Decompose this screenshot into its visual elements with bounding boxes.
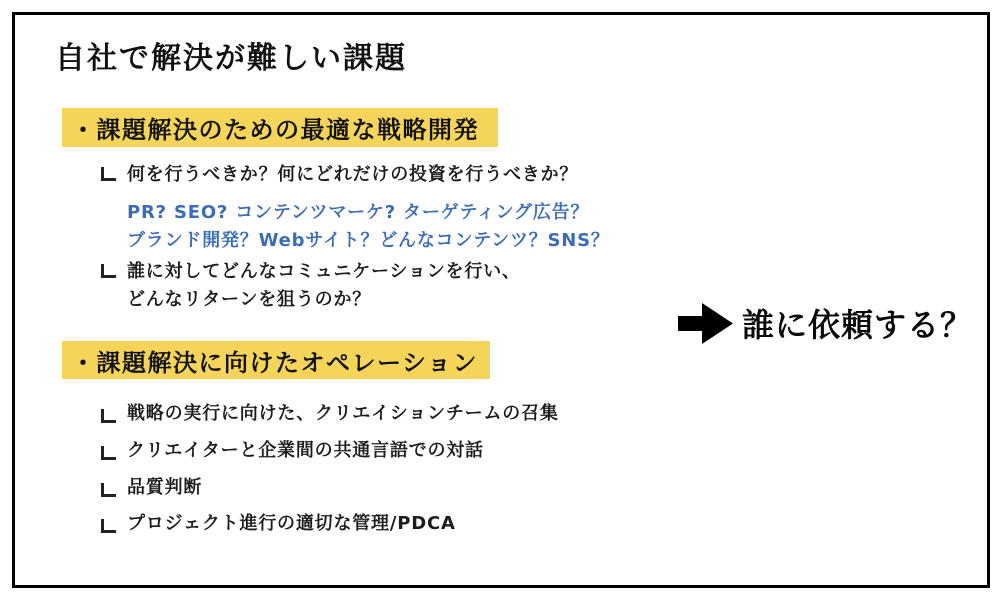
right-arrow-icon: [678, 301, 734, 346]
section-heading-strategy: ・課題解決のための最適な戦略開発: [62, 108, 498, 147]
branch-icon: [101, 519, 116, 533]
callout-text: 誰に依頼する？: [742, 306, 974, 344]
item-line-blue: ブランド開発？Webサイト？どんなコンテンツ？SNS？: [127, 230, 610, 251]
list-item: [100, 161, 610, 255]
item-line: 品質判断: [127, 477, 203, 498]
item-line: どんなリターンを狙うのか？: [127, 289, 372, 310]
list-item: [100, 477, 202, 499]
branch-icon: [101, 446, 116, 460]
branch-icon: [101, 167, 116, 181]
list-item: [100, 513, 456, 535]
item-line: 誰に対してどんなコミュニケーションを行い、: [127, 261, 521, 282]
item-line: 何を行うべきか？何にどれだけの投資を行うべきか？: [127, 164, 579, 185]
callout: [678, 300, 973, 346]
branch-icon: [101, 264, 116, 278]
list-item: [100, 258, 521, 314]
item-line: プロジェクト進行の適切な管理/PDCA: [127, 513, 456, 534]
slide-frame: [12, 12, 990, 588]
list-item: [100, 403, 559, 425]
item-line: 戦略の実行に向けた、クリエイションチームの召集: [127, 403, 559, 424]
item-line: クリエイターと企業間の共通言語での対話: [127, 440, 484, 461]
item-line-blue: PR? SEO? コンテンツマーケ? ターゲティング広告？: [127, 202, 590, 223]
slide-title: 自社で解決が難しい課題: [55, 41, 407, 76]
branch-icon: [101, 409, 116, 423]
branch-icon: [101, 483, 116, 497]
section-heading-operation: ・課題解決に向けたオペレーション: [62, 341, 490, 379]
list-item: [100, 440, 484, 462]
